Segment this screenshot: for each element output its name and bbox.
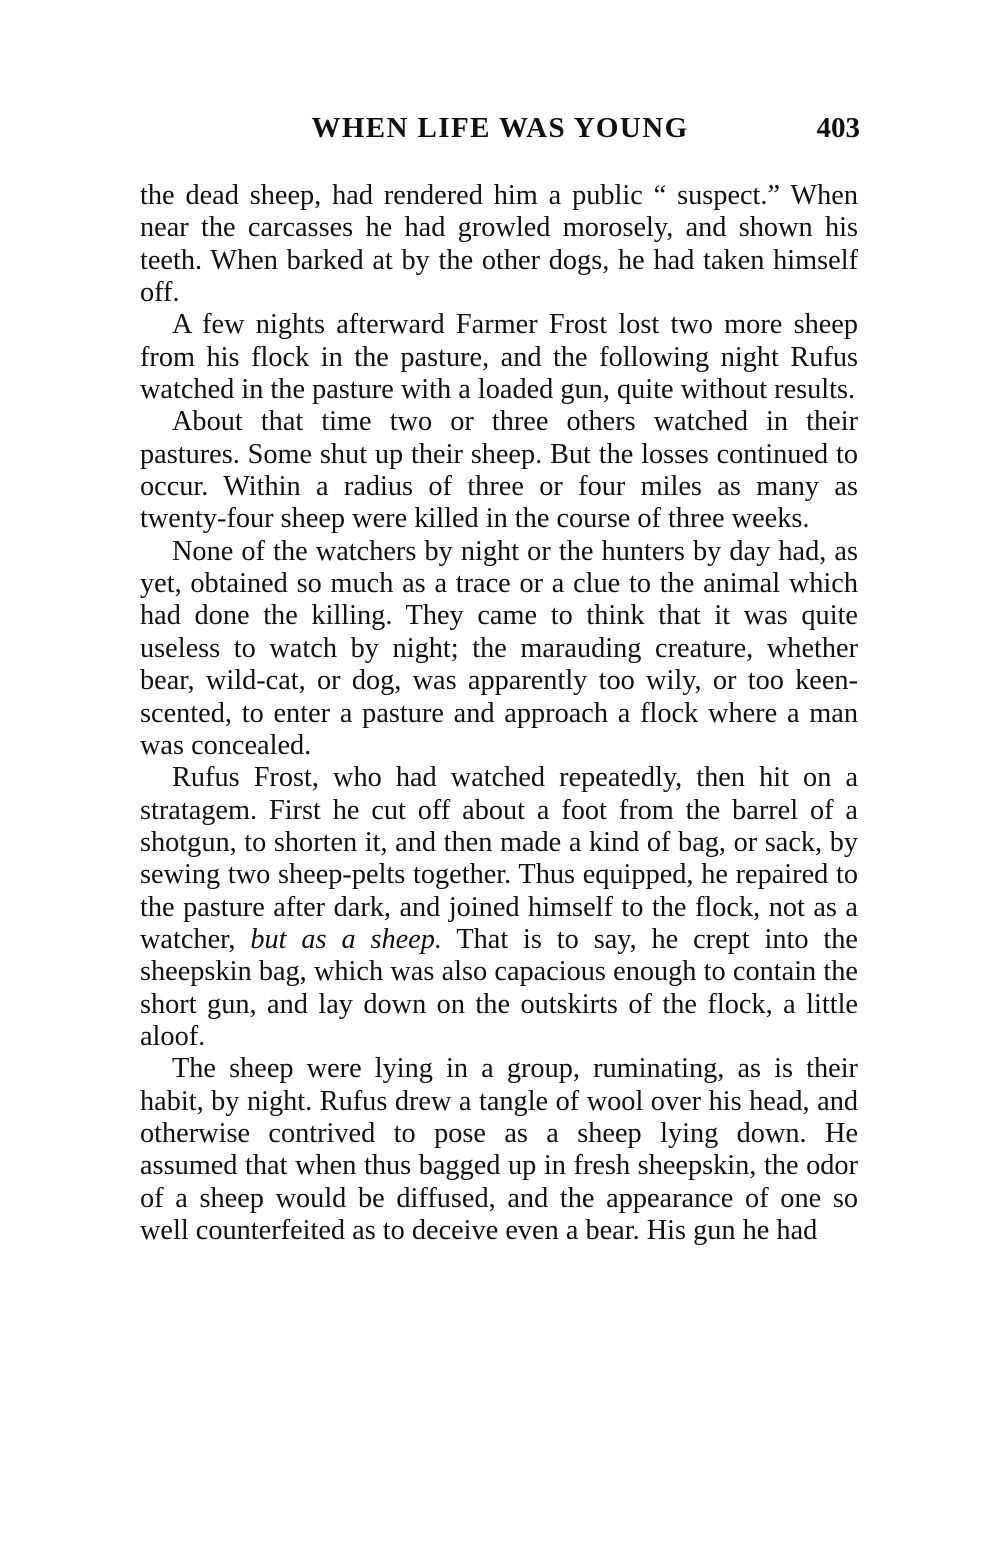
running-header [140,108,860,148]
body-text [140,180,858,1247]
paragraph-5-text-before: Rufus Frost, who had watched repeatedly, then hit on a stratagem. First he cut off about a foot from the barrel of a shotgun, to shorten it, and then made a kind of bag, or sack, by sewing two sheep-pelts together. Thus equipped, he repaired to the pasture after dark, and joined himself to the flock, not as a watcher, [140,762,858,955]
paragraph-1: the dead sheep, had rendered him a public “ suspect.” When near the carcasses he had growled morosely, and shown his teeth. When barked at by the other dogs, he had taken himself off. [140,180,858,309]
paragraph-3: About that time two or three others watched in their pastures. Some shut up their sheep. But the losses continued to occur. Within a radius of three or four miles as many as twenty-four sheep were killed in the course of three weeks. [140,406,858,535]
running-title: WHEN LIFE WAS YOUNG [311,112,689,144]
paragraph-6: The sheep were lying in a group, ruminating, as is their habit, by night. Rufus drew a tangle of wool over his head, and otherwise contrived to pose as a sheep lying down. He assumed that when thus bagged up in fresh sheepskin, the odor of a sheep would be diffused, and the appearance of one so well counterfeited as to deceive even a bear. His gun he had [140,1053,858,1246]
paragraph-2: A few nights afterward Farmer Frost lost two more sheep from his flock in the pasture, and the following night Rufus watched in the pasture with a loaded gun, quite without results. [140,309,858,406]
paragraph-5-text-after: That is to say, he crept into the sheepskin bag, which was also capacious enough to contain the short gun, and lay down on the outskirts of the flock, a little aloof. [140,923,858,1052]
paragraph-4: None of the watchers by night or the hunters by day had, as yet, obtained so much as a trace or a clue to the animal which had done the killing. They came to think that it was quite useless to watch by night; the marauding creature, whether bear, wild-cat, or dog, was apparently too wily, or too keen-scented, to enter a pasture and approach a flock where a man was concealed. [140,535,858,761]
page-number: 403 [816,112,860,144]
paragraph-5 [140,762,858,1053]
paragraph-5-italic-phrase: but as a sheep. [250,923,442,955]
